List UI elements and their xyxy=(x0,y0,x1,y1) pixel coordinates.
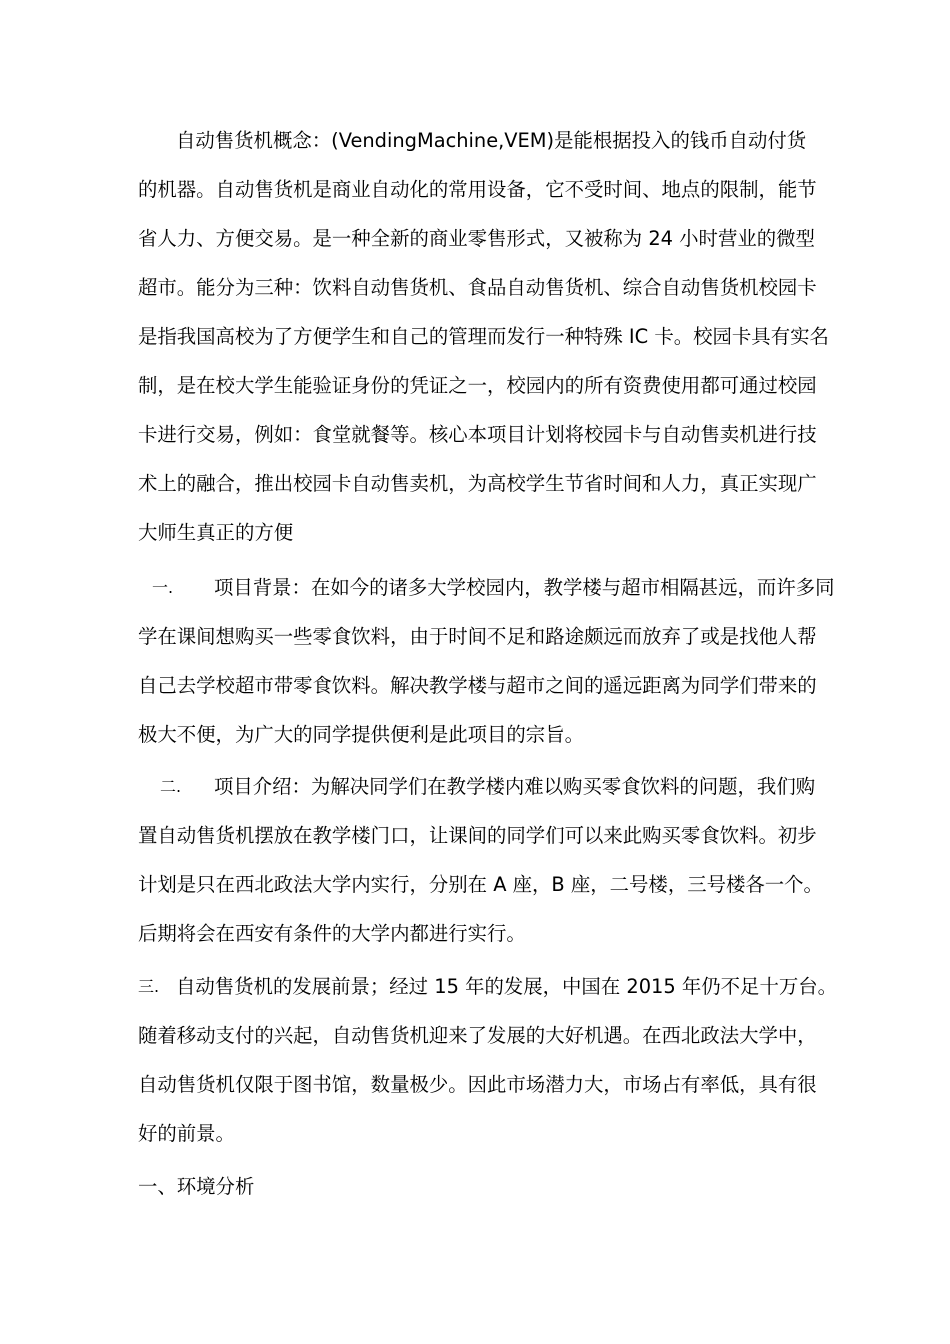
intro-line: 自动售货机概念：(VendingMachine,VEM)是能根据投入的钱币自动付货 xyxy=(176,129,807,152)
list-number-2: 二. xyxy=(160,777,182,796)
item-2-line: 项目介绍：为解决同学们在教学楼内难以购买零食饮料的问题，我们购 xyxy=(214,775,816,798)
intro-line: 是指我国高校为了方便学生和自己的管理而发行一种特殊 IC 卡。校园卡具有实名 xyxy=(138,325,829,348)
intro-line: 的机器。自动售货机是商业自动化的常用设备，它不受时间、地点的限制，能节 xyxy=(138,178,817,201)
intro-line: 术上的融合，推出校园卡自动售卖机，为高校学生节省时间和人力，真正实现广 xyxy=(138,472,817,495)
list-number-1: 一. xyxy=(152,578,174,597)
item-2-line: 置自动售货机摆放在教学楼门口，让课间的同学们可以来此购买零食饮料。初步 xyxy=(138,824,817,847)
item-2-line: 计划是只在西北政法大学内实行，分别在 A 座，B 座，二号楼，三号楼各一个。 xyxy=(138,873,823,896)
intro-line: 大师生真正的方便 xyxy=(138,521,294,544)
section-heading: 一、环境分析 xyxy=(138,1175,255,1198)
item-3-line: 随着移动支付的兴起，自动售货机迎来了发展的大好机遇。在西北政法大学中， xyxy=(138,1024,817,1047)
item-1-line: 极大不便，为广大的同学提供便利是此项目的宗旨。 xyxy=(138,723,584,746)
item-3-line: 自动售货机仅限于图书馆，数量极少。因此市场潜力大，市场占有率低，具有很 xyxy=(138,1073,817,1096)
intro-line: 超市。能分为三种：饮料自动售货机、食品自动售货机、综合自动售货机校园卡 xyxy=(138,276,817,299)
item-3-line: 自动售货机的发展前景；经过 15 年的发展，中国在 2015 年仍不足十万台。 xyxy=(176,975,838,998)
item-1-line: 自己去学校超市带零食饮料。解决教学楼与超市之间的遥远距离为同学们带来的 xyxy=(138,674,817,697)
item-1-line: 学在课间想购买一些零食饮料，由于时间不足和路途颇远而放弃了或是找他人帮 xyxy=(138,625,817,648)
item-1-line: 项目背景：在如今的诸多大学校园内，教学楼与超市相隔甚远，而许多同 xyxy=(214,576,835,599)
intro-line: 制，是在校大学生能验证身份的凭证之一，校园内的所有资费使用都可通过校园 xyxy=(138,374,817,397)
intro-line: 省人力、方便交易。是一种全新的商业零售形式，又被称为 24 小时营业的微型 xyxy=(138,227,815,250)
item-3-line: 好的前景。 xyxy=(138,1122,235,1145)
intro-line: 卡进行交易，例如：食堂就餐等。核心本项目计划将校园卡与自动售卖机进行技 xyxy=(138,423,817,446)
list-number-3: 三. xyxy=(138,977,160,996)
item-2-line: 后期将会在西安有条件的大学内都进行实行。 xyxy=(138,922,526,945)
